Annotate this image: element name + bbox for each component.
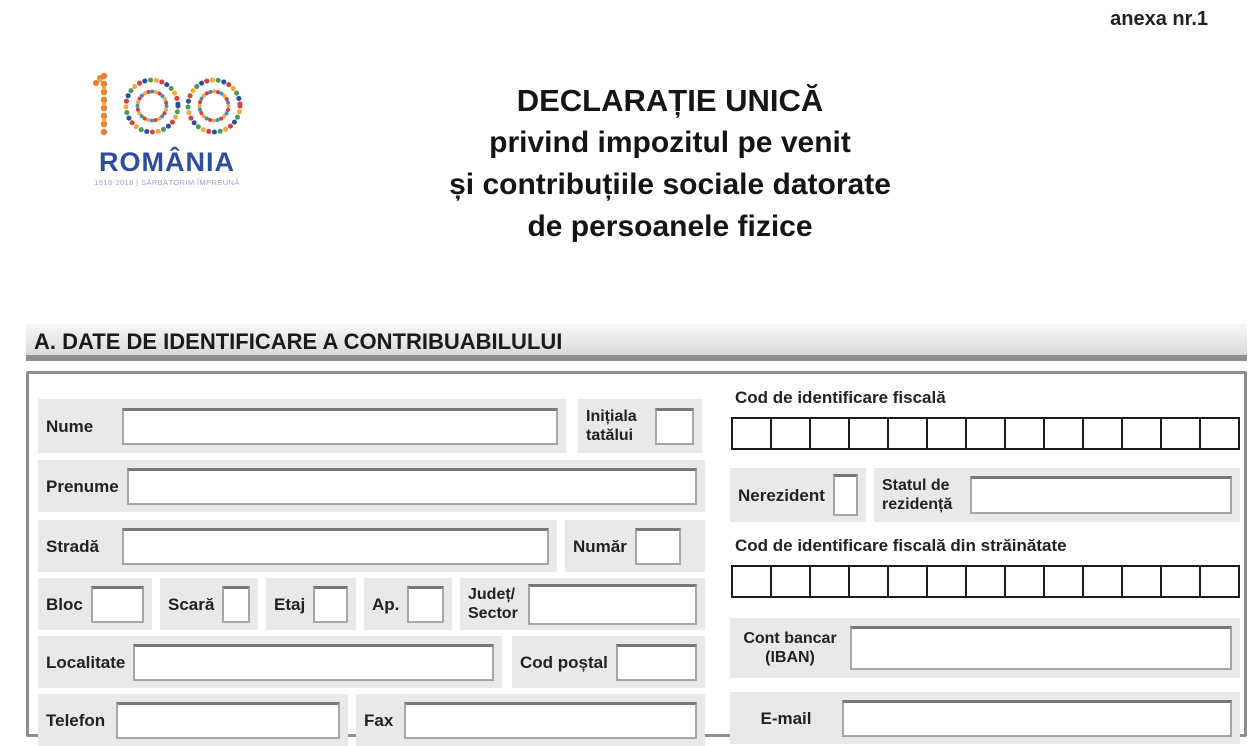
prenume-label: Prenume xyxy=(46,476,119,496)
cif-strainatate-digit-cell[interactable] xyxy=(926,565,967,598)
logo-wordmark: ROMÂNIA xyxy=(99,147,235,177)
initiala-tatalui-input[interactable] xyxy=(655,408,694,445)
annex-number: anexa nr.1 xyxy=(1110,8,1208,30)
initiala-tatalui-label: Inițiala tatălui xyxy=(586,408,637,444)
cif-strainatate-digit-cell[interactable] xyxy=(770,565,811,598)
title-line: DECLARAȚIE UNICĂ xyxy=(516,83,824,118)
cif-digit-cell[interactable] xyxy=(809,417,850,450)
bloc-field xyxy=(38,578,152,630)
page-title xyxy=(330,80,1010,248)
logo-ring-icon xyxy=(200,92,229,121)
localitate-input[interactable] xyxy=(133,644,494,681)
cont-bancar-input[interactable] xyxy=(850,626,1232,670)
fax-label: Fax xyxy=(364,710,394,730)
ap-field xyxy=(364,578,452,630)
cif-digit-cell[interactable] xyxy=(1160,417,1201,450)
cif-label: Cod de identificare fiscală xyxy=(735,388,946,407)
telefon-input[interactable] xyxy=(116,702,340,739)
strada-field xyxy=(38,520,557,572)
cif-digit-cell[interactable] xyxy=(1082,417,1123,450)
scara-input[interactable] xyxy=(222,586,250,623)
cod-postal-input[interactable] xyxy=(616,644,697,681)
cif-cells xyxy=(731,417,1240,450)
nerezident-input[interactable] xyxy=(833,474,858,516)
cif-digit-cell[interactable] xyxy=(1004,417,1045,450)
cif-strainatate-digit-cell[interactable] xyxy=(1004,565,1045,598)
cif-digit-cell[interactable] xyxy=(1043,417,1084,450)
ap-label: Ap. xyxy=(372,594,400,614)
cif-strainatate-digit-cell[interactable] xyxy=(1160,565,1201,598)
judet-sector-field xyxy=(460,578,705,630)
title-line: de persoanele fizice xyxy=(527,210,813,243)
cont-bancar-field xyxy=(730,618,1240,678)
cont-bancar-label: Cont bancar (IBAN) xyxy=(743,630,837,666)
cif-strainatate-cells xyxy=(731,565,1240,598)
prenume-field xyxy=(38,460,705,512)
title-line: privind impozitul pe venit xyxy=(489,126,851,159)
ap-input[interactable] xyxy=(407,586,444,623)
fax-field xyxy=(356,694,705,746)
cif-digit-cell[interactable] xyxy=(1199,417,1240,450)
cif-digit-cell[interactable] xyxy=(1121,417,1162,450)
statul-rezidenta-label: Statul de rezidență xyxy=(882,477,953,513)
strada-label: Stradă xyxy=(46,536,99,556)
cif-strainatate-digit-cell[interactable] xyxy=(731,565,772,598)
cif-digit-cell[interactable] xyxy=(731,417,772,450)
cif-strainatate-digit-cell[interactable] xyxy=(965,565,1006,598)
statul-rezidenta-field xyxy=(874,468,1240,522)
cif-strainatate-digit-cell[interactable] xyxy=(1121,565,1162,598)
strada-input[interactable] xyxy=(122,528,549,565)
localitate-field xyxy=(38,636,502,688)
cif-strainatate-digit-cell[interactable] xyxy=(887,565,928,598)
logo-100-dots-icon xyxy=(88,70,246,142)
numar-field xyxy=(565,520,705,572)
bloc-input[interactable] xyxy=(91,586,144,623)
cif-strainatate-label: Cod de identificare fiscală din străinătate xyxy=(735,536,1067,555)
email-input[interactable] xyxy=(842,700,1232,737)
cif-digit-cell[interactable] xyxy=(770,417,811,450)
numar-label: Număr xyxy=(573,536,627,556)
telefon-field xyxy=(38,694,348,746)
nume-field xyxy=(38,399,566,453)
cif-digit-cell[interactable] xyxy=(887,417,928,450)
nume-label: Nume xyxy=(46,416,94,436)
email-label: E-mail xyxy=(760,708,812,728)
section-a-header: A. DATE DE IDENTIFICARE A CONTRIBUABILULUI xyxy=(26,324,1247,361)
email-field xyxy=(730,692,1240,744)
title-line: și contribuțiile sociale datorate xyxy=(449,168,891,201)
nume-input[interactable] xyxy=(122,408,558,445)
cod-postal-label: Cod poștal xyxy=(520,652,608,672)
nerezident-field xyxy=(730,468,866,522)
cif-strainatate-digit-cell[interactable] xyxy=(1082,565,1123,598)
statul-rezidenta-input[interactable] xyxy=(970,476,1232,514)
scara-label: Scară xyxy=(168,594,215,614)
logo-ring-icon xyxy=(138,92,167,121)
cif-digit-cell[interactable] xyxy=(965,417,1006,450)
cif-digit-cell[interactable] xyxy=(926,417,967,450)
bloc-label: Bloc xyxy=(46,594,83,614)
nerezident-label: Nerezident xyxy=(738,485,825,505)
scara-field xyxy=(160,578,258,630)
cif-strainatate-digit-cell[interactable] xyxy=(809,565,850,598)
judet-sector-input[interactable] xyxy=(528,584,697,625)
fax-input[interactable] xyxy=(404,702,697,739)
judet-sector-label: Județ/ Sector xyxy=(468,586,518,622)
cif-strainatate-digit-cell[interactable] xyxy=(848,565,889,598)
etaj-field xyxy=(266,578,356,630)
telefon-label: Telefon xyxy=(46,710,106,730)
etaj-input[interactable] xyxy=(313,586,348,623)
initiala-tatalui-field xyxy=(578,399,702,453)
cif-strainatate-digit-cell[interactable] xyxy=(1043,565,1084,598)
etaj-label: Etaj xyxy=(274,594,306,614)
numar-input[interactable] xyxy=(635,528,681,565)
cod-postal-field xyxy=(512,636,705,688)
localitate-label: Localitate xyxy=(46,652,126,672)
prenume-input[interactable] xyxy=(127,468,697,505)
cif-digit-cell[interactable] xyxy=(848,417,889,450)
cif-strainatate-digit-cell[interactable] xyxy=(1199,565,1240,598)
logo-tagline: 1918-2018 | SĂRBĂTORIM ÎMPREUNĂ xyxy=(94,178,240,187)
romania-100-logo xyxy=(88,70,246,187)
